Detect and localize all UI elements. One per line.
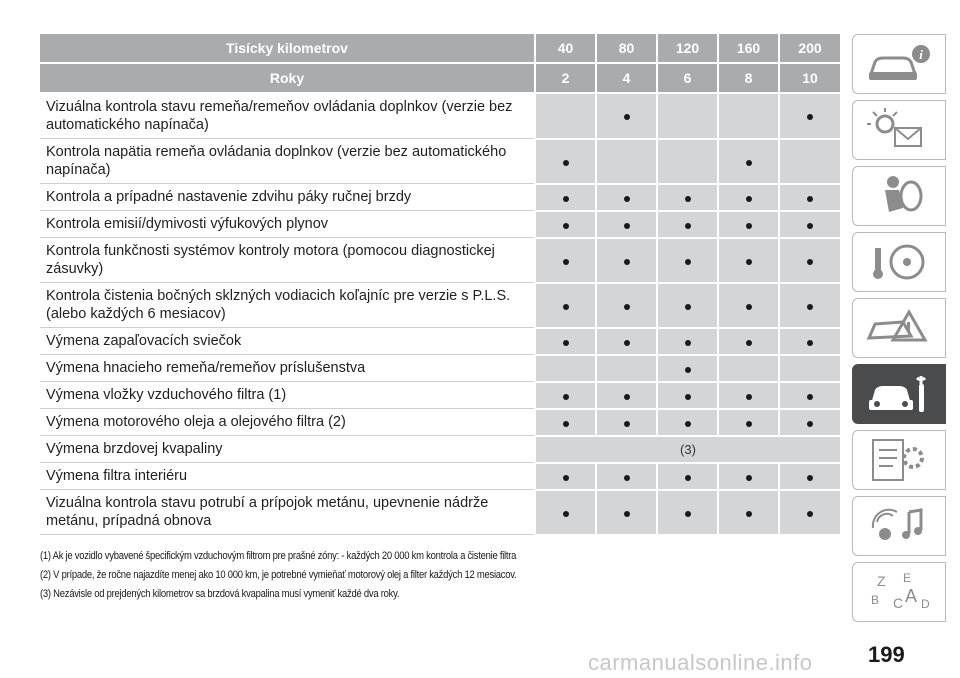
operation-label: Výmena zapaľovacích sviečok xyxy=(40,328,535,355)
operation-label: Kontrola a prípadné nastavenie zdvihu páky ručnej brzdy xyxy=(40,184,535,211)
interval-cell xyxy=(596,283,657,328)
required-mark xyxy=(685,367,691,373)
tab-multimedia[interactable] xyxy=(852,496,946,556)
interval-cell xyxy=(718,283,779,328)
required-mark xyxy=(563,196,569,202)
interval-cell xyxy=(596,382,657,409)
required-mark xyxy=(563,421,569,427)
required-mark xyxy=(685,475,691,481)
interval-cell xyxy=(596,93,657,139)
required-mark xyxy=(746,340,752,346)
interval-cell xyxy=(779,283,840,328)
interval-cell xyxy=(535,184,596,211)
required-mark xyxy=(624,394,630,400)
warning-lights-icon xyxy=(863,106,935,154)
interval-cell xyxy=(718,355,779,382)
required-mark xyxy=(563,223,569,229)
operation-label: Kontrola čistenia bočných sklzných vodiacich koľajníc pre verzie s P.L.S. (alebo každých 6 mesiacov) xyxy=(40,283,535,328)
interval-cell xyxy=(535,139,596,184)
required-mark xyxy=(685,394,691,400)
schedule-row xyxy=(40,184,840,211)
schedule-row xyxy=(40,211,840,238)
interval-cell xyxy=(657,238,718,283)
interval-cell xyxy=(535,490,596,535)
interval-cell xyxy=(596,355,657,382)
interval-cell xyxy=(535,355,596,382)
interval-note: (3) xyxy=(535,436,840,463)
required-mark xyxy=(624,511,630,517)
required-mark xyxy=(685,223,691,229)
car-maintenance-icon xyxy=(863,370,935,418)
required-mark xyxy=(807,304,813,310)
interval-cell xyxy=(657,463,718,490)
required-mark xyxy=(807,259,813,265)
year-value: 2 xyxy=(535,63,596,93)
interval-cell xyxy=(718,382,779,409)
svg-text:B: B xyxy=(871,593,880,607)
interval-cell xyxy=(657,409,718,436)
interval-cell xyxy=(535,382,596,409)
operation-label: Vizuálna kontrola stavu remeňa/remeňov ovládania doplnkov (verzie bez automatického napínača) xyxy=(40,93,535,139)
interval-cell xyxy=(718,490,779,535)
interval-cell xyxy=(596,184,657,211)
schedule-row xyxy=(40,283,840,328)
footnotes xyxy=(40,547,840,604)
schedule-row xyxy=(40,328,840,355)
multimedia-icon xyxy=(863,502,935,550)
required-mark xyxy=(807,511,813,517)
interval-cell xyxy=(657,490,718,535)
interval-cell xyxy=(657,283,718,328)
interval-cell xyxy=(779,490,840,535)
interval-cell xyxy=(657,139,718,184)
interval-cell xyxy=(718,238,779,283)
year-value: 4 xyxy=(596,63,657,93)
required-mark xyxy=(624,421,630,427)
required-mark xyxy=(685,421,691,427)
required-mark xyxy=(685,259,691,265)
required-mark xyxy=(807,196,813,202)
operation-label: Výmena hnacieho remeňa/remeňov príslušenstva xyxy=(40,355,535,382)
interval-cell xyxy=(779,328,840,355)
interval-cell xyxy=(779,409,840,436)
interval-cell xyxy=(535,238,596,283)
interval-cell xyxy=(596,238,657,283)
required-mark xyxy=(624,475,630,481)
interval-cell xyxy=(596,211,657,238)
tab-index[interactable] xyxy=(852,562,946,622)
required-mark xyxy=(746,259,752,265)
interval-cell xyxy=(718,328,779,355)
schedule-row xyxy=(40,355,840,382)
operation-label: Výmena motorového oleja a olejového filtra (2) xyxy=(40,409,535,436)
footnote-3: (3) Nezávisle od prejdených kilometrov sa brzdová kvapalina musí vymeniť každé dva roky. xyxy=(40,588,400,600)
svg-text:A: A xyxy=(905,586,918,606)
schedule-row xyxy=(40,382,840,409)
operation-label: Vizuálna kontrola stavu potrubí a prípojok metánu, upevnenie nádrže metánu, prípadná obnova xyxy=(40,490,535,535)
chapter-tabs xyxy=(852,34,950,628)
interval-cell xyxy=(657,93,718,139)
required-mark xyxy=(746,223,752,229)
footnote-1: (1) Ak je vozidlo vybavené špecifickým vzduchovým filtrom pre prašné zóny: - každých 20 000 km kontrola a čistenie filtra xyxy=(40,550,517,562)
car-emergency-icon xyxy=(863,304,935,352)
car-info-icon xyxy=(863,40,935,88)
km-value: 40 xyxy=(535,34,596,63)
tab-maintenance[interactable] xyxy=(852,364,946,424)
required-mark xyxy=(563,259,569,265)
required-mark xyxy=(624,114,630,120)
interval-cell xyxy=(779,463,840,490)
interval-cell xyxy=(779,382,840,409)
index-letters-icon xyxy=(863,568,935,616)
operation-label: Kontrola napätia remeňa ovládania doplnkov (verzie bez automatického napínača) xyxy=(40,139,535,184)
page-number: 199 xyxy=(868,642,905,667)
required-mark xyxy=(685,340,691,346)
schedule-row xyxy=(40,436,840,463)
interval-cell xyxy=(596,490,657,535)
tab-safety[interactable] xyxy=(852,166,946,226)
required-mark xyxy=(807,223,813,229)
interval-cell xyxy=(779,139,840,184)
tab-emergency[interactable] xyxy=(852,298,946,358)
interval-cell xyxy=(535,463,596,490)
interval-cell xyxy=(779,93,840,139)
interval-cell xyxy=(657,382,718,409)
watermark: carmanualsonline.info xyxy=(588,650,813,675)
required-mark xyxy=(563,160,569,166)
required-mark xyxy=(746,475,752,481)
interval-cell xyxy=(596,463,657,490)
operation-label: Výmena filtra interiéru xyxy=(40,463,535,490)
km-value: 160 xyxy=(718,34,779,63)
interval-cell xyxy=(596,328,657,355)
interval-cell xyxy=(657,211,718,238)
required-mark xyxy=(624,340,630,346)
required-mark xyxy=(807,475,813,481)
required-mark xyxy=(624,259,630,265)
km-header-row xyxy=(40,34,840,63)
interval-cell xyxy=(596,139,657,184)
schedule-row xyxy=(40,238,840,283)
interval-cell xyxy=(718,139,779,184)
interval-cell xyxy=(718,211,779,238)
interval-cell xyxy=(718,409,779,436)
steering-key-icon xyxy=(863,238,935,286)
required-mark xyxy=(746,304,752,310)
year-value: 10 xyxy=(779,63,840,93)
required-mark xyxy=(685,196,691,202)
interval-cell xyxy=(718,184,779,211)
interval-cell xyxy=(718,93,779,139)
interval-cell xyxy=(779,184,840,211)
required-mark xyxy=(807,421,813,427)
svg-text:E: E xyxy=(903,571,912,585)
required-mark xyxy=(807,394,813,400)
km-value: 80 xyxy=(596,34,657,63)
interval-cell xyxy=(535,328,596,355)
interval-cell xyxy=(718,463,779,490)
required-mark xyxy=(685,511,691,517)
interval-cell xyxy=(657,184,718,211)
required-mark xyxy=(807,114,813,120)
required-mark xyxy=(624,223,630,229)
required-mark xyxy=(563,304,569,310)
required-mark xyxy=(807,340,813,346)
interval-cell xyxy=(535,211,596,238)
required-mark xyxy=(746,421,752,427)
schedule-row xyxy=(40,139,840,184)
schedule-row xyxy=(40,490,840,535)
operation-label: Výmena brzdovej kvapaliny xyxy=(40,436,535,463)
year-value: 8 xyxy=(718,63,779,93)
required-mark xyxy=(563,394,569,400)
required-mark xyxy=(624,196,630,202)
schedule-row xyxy=(40,463,840,490)
schedule-row xyxy=(40,93,840,139)
footnote-2: (2) V prípade, že ročne najazdíte menej ako 10 000 km, je potrebné vymieňať motorový olej a filter každých 12 mesiacov. xyxy=(40,569,517,581)
required-mark xyxy=(746,160,752,166)
interval-cell xyxy=(535,283,596,328)
year-value: 6 xyxy=(657,63,718,93)
years-header-row xyxy=(40,63,840,93)
tab-starting-driving[interactable] xyxy=(852,232,946,292)
years-header-label: Roky xyxy=(40,63,535,93)
required-mark xyxy=(685,304,691,310)
svg-text:i: i xyxy=(919,47,923,62)
required-mark xyxy=(563,340,569,346)
tab-technical-data[interactable] xyxy=(852,430,946,490)
maintenance-schedule-table xyxy=(40,34,840,536)
km-value: 200 xyxy=(779,34,840,63)
schedule-row xyxy=(40,409,840,436)
km-value: 120 xyxy=(657,34,718,63)
interval-cell xyxy=(779,211,840,238)
required-mark xyxy=(746,196,752,202)
interval-cell xyxy=(779,355,840,382)
required-mark xyxy=(563,511,569,517)
svg-text:D: D xyxy=(921,597,930,611)
required-mark xyxy=(746,394,752,400)
interval-cell xyxy=(596,409,657,436)
required-mark xyxy=(563,475,569,481)
operation-label: Kontrola emisií/dymivosti výfukových plynov xyxy=(40,211,535,238)
svg-text:C: C xyxy=(893,595,904,611)
interval-cell xyxy=(535,409,596,436)
interval-cell xyxy=(657,328,718,355)
svg-text:Z: Z xyxy=(877,573,886,589)
operation-label: Výmena vložky vzduchového filtra (1) xyxy=(40,382,535,409)
tab-warning-lights[interactable] xyxy=(852,100,946,160)
spec-sheet-gear-icon xyxy=(863,436,935,484)
tab-car-info[interactable] xyxy=(852,34,946,94)
km-header-label: Tisícky kilometrov xyxy=(40,34,535,63)
airbag-seat-icon xyxy=(863,172,935,220)
operation-label: Kontrola funkčnosti systémov kontroly motora (pomocou diagnostickej zásuvky) xyxy=(40,238,535,283)
required-mark xyxy=(624,304,630,310)
interval-cell xyxy=(535,93,596,139)
interval-cell xyxy=(657,355,718,382)
interval-cell xyxy=(779,238,840,283)
required-mark xyxy=(746,511,752,517)
